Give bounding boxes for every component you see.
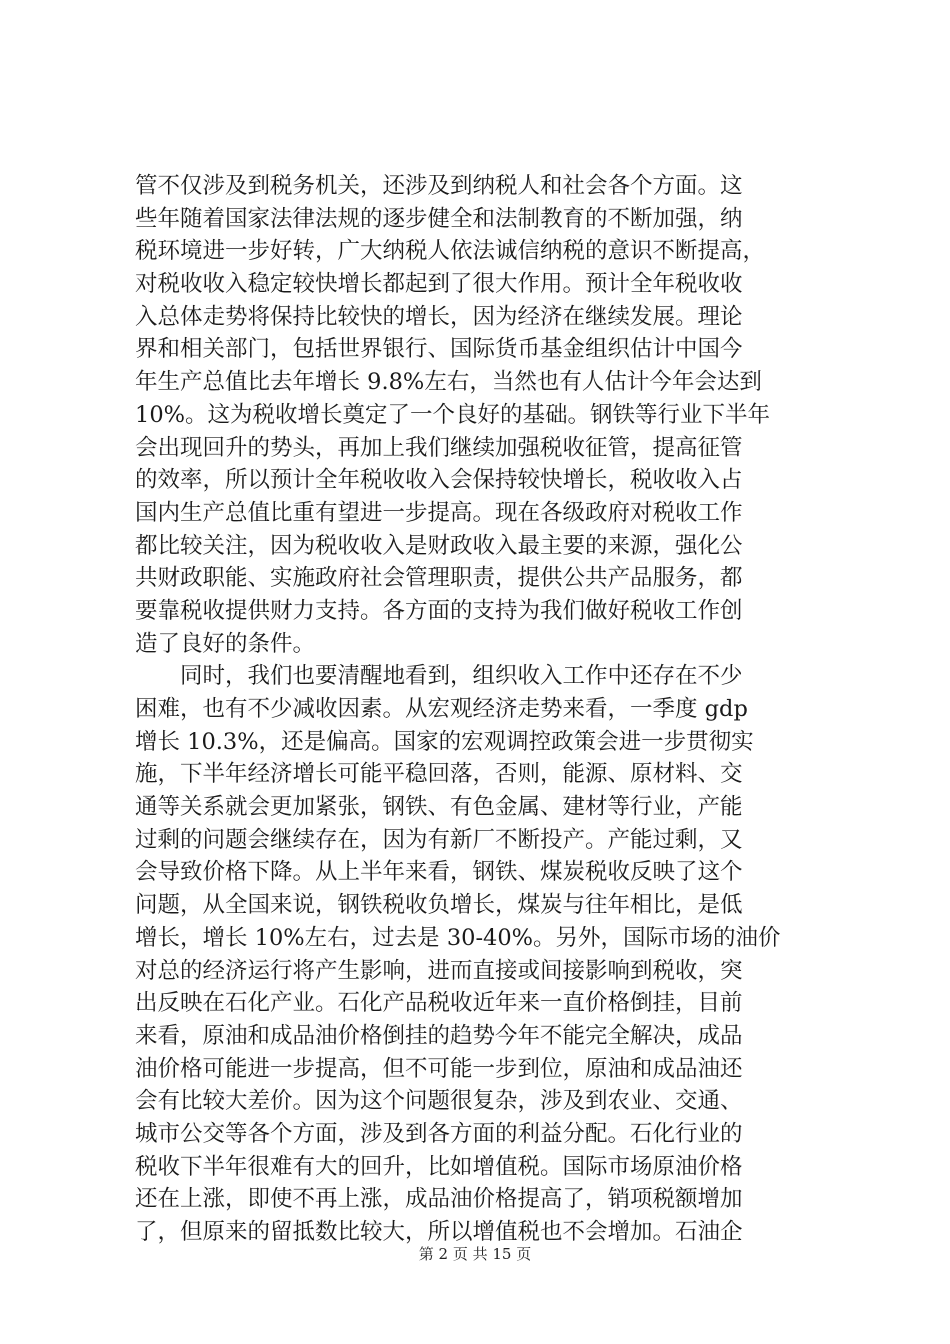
text-line: 困难，也有不少减收因素。从宏观经济走势来看，一季度 gdp	[135, 696, 748, 722]
text-line: 会出现回升的势头，再加上我们继续加强税收征管，提高征管	[135, 434, 743, 461]
page-number-footer: 第 2 页 共 15 页	[418, 1245, 532, 1263]
text-line: 界和相关部门，包括世界银行、国际货币基金组织估计中国今	[135, 336, 743, 363]
text-line: 会导致价格下降。从上半年来看，钢铁、煤炭税收反映了这个	[135, 859, 743, 886]
text-line: 管不仅涉及到税务机关，还涉及到纳税人和社会各个方面。这	[135, 173, 743, 199]
text-line: 税环境进一步好转，广大纳税人依法诚信纳税的意识不断提高，	[135, 238, 766, 265]
text-line: 增长 10.3%，还是偏高。国家的宏观调控政策会进一步贯彻实	[135, 728, 754, 755]
text-line: 来看，原油和成品油价格倒挂的趋势今年不能完全解决，成品	[135, 1022, 743, 1049]
text-line: 入总体走势将保持比较快的增长，因为经济在继续发展。理论	[135, 303, 743, 330]
text-line: 问题，从全国来说，钢铁税收负增长，煤炭与往年相比，是低	[135, 892, 743, 919]
text-line: 同时，我们也要清醒地看到，组织收入工作中还存在不少	[135, 663, 743, 690]
text-line: 对税收收入稳定较快增长都起到了很大作用。预计全年税收收	[135, 271, 743, 298]
text-line: 税收下半年很难有大的回升，比如增值税。国际市场原油价格	[135, 1153, 743, 1180]
text-line: 的效率，所以预计全年税收收入会保持较快增长，税收收入占	[135, 467, 743, 494]
text-line: 年生产总值比去年增长 9.8%左右，当然也有人估计今年会达到	[135, 369, 762, 396]
text-line: 些年随着国家法律法规的逐步健全和法制教育的不断加强，纳	[135, 205, 743, 232]
text-line: 对总的经济运行将产生影响，进而直接或间接影响到税收，突	[135, 957, 743, 984]
text-line: 还在上涨，即使不再上涨，成品油价格提高了，销项税额增加	[135, 1186, 743, 1213]
text-line: 10%。这为税收增长奠定了一个良好的基础。钢铁等行业下半年	[135, 401, 771, 428]
text-line: 国内生产总值比重有望进一步提高。现在各级政府对税收工作	[135, 499, 743, 526]
text-line: 增长，增长 10%左右，过去是 30-40%。另外，国际市场的油价	[135, 924, 781, 951]
text-line: 通等关系就会更加紧张，钢铁、有色金属、建材等行业，产能	[135, 794, 743, 821]
text-line: 城市公交等各个方面，涉及到各方面的利益分配。石化行业的	[135, 1120, 743, 1147]
text-line: 要靠税收提供财力支持。各方面的支持为我们做好税收工作创	[135, 597, 743, 624]
text-line: 出反映在石化产业。石化产品税收近年来一直价格倒挂，目前	[135, 990, 743, 1017]
body-text	[135, 170, 835, 1249]
text-line: 会有比较大差价。因为这个问题很复杂，涉及到农业、交通、	[135, 1088, 743, 1115]
text-line: 都比较关注，因为税收收入是财政收入最主要的来源，强化公	[135, 532, 743, 559]
text-line: 了，但原来的留抵数比较大，所以增值税也不会增加。石油企	[135, 1219, 743, 1245]
text-line: 过剩的问题会继续存在，因为有新厂不断投产。产能过剩，又	[135, 826, 743, 853]
text-line: 共财政职能、实施政府社会管理职责，提供公共产品服务，都	[135, 565, 743, 592]
text-line: 施，下半年经济增长可能平稳回落，否则，能源、原材料、交	[135, 761, 743, 788]
text-line: 油价格可能进一步提高，但不可能一步到位，原油和成品油还	[135, 1055, 743, 1082]
text-line: 造了良好的条件。	[135, 630, 316, 657]
